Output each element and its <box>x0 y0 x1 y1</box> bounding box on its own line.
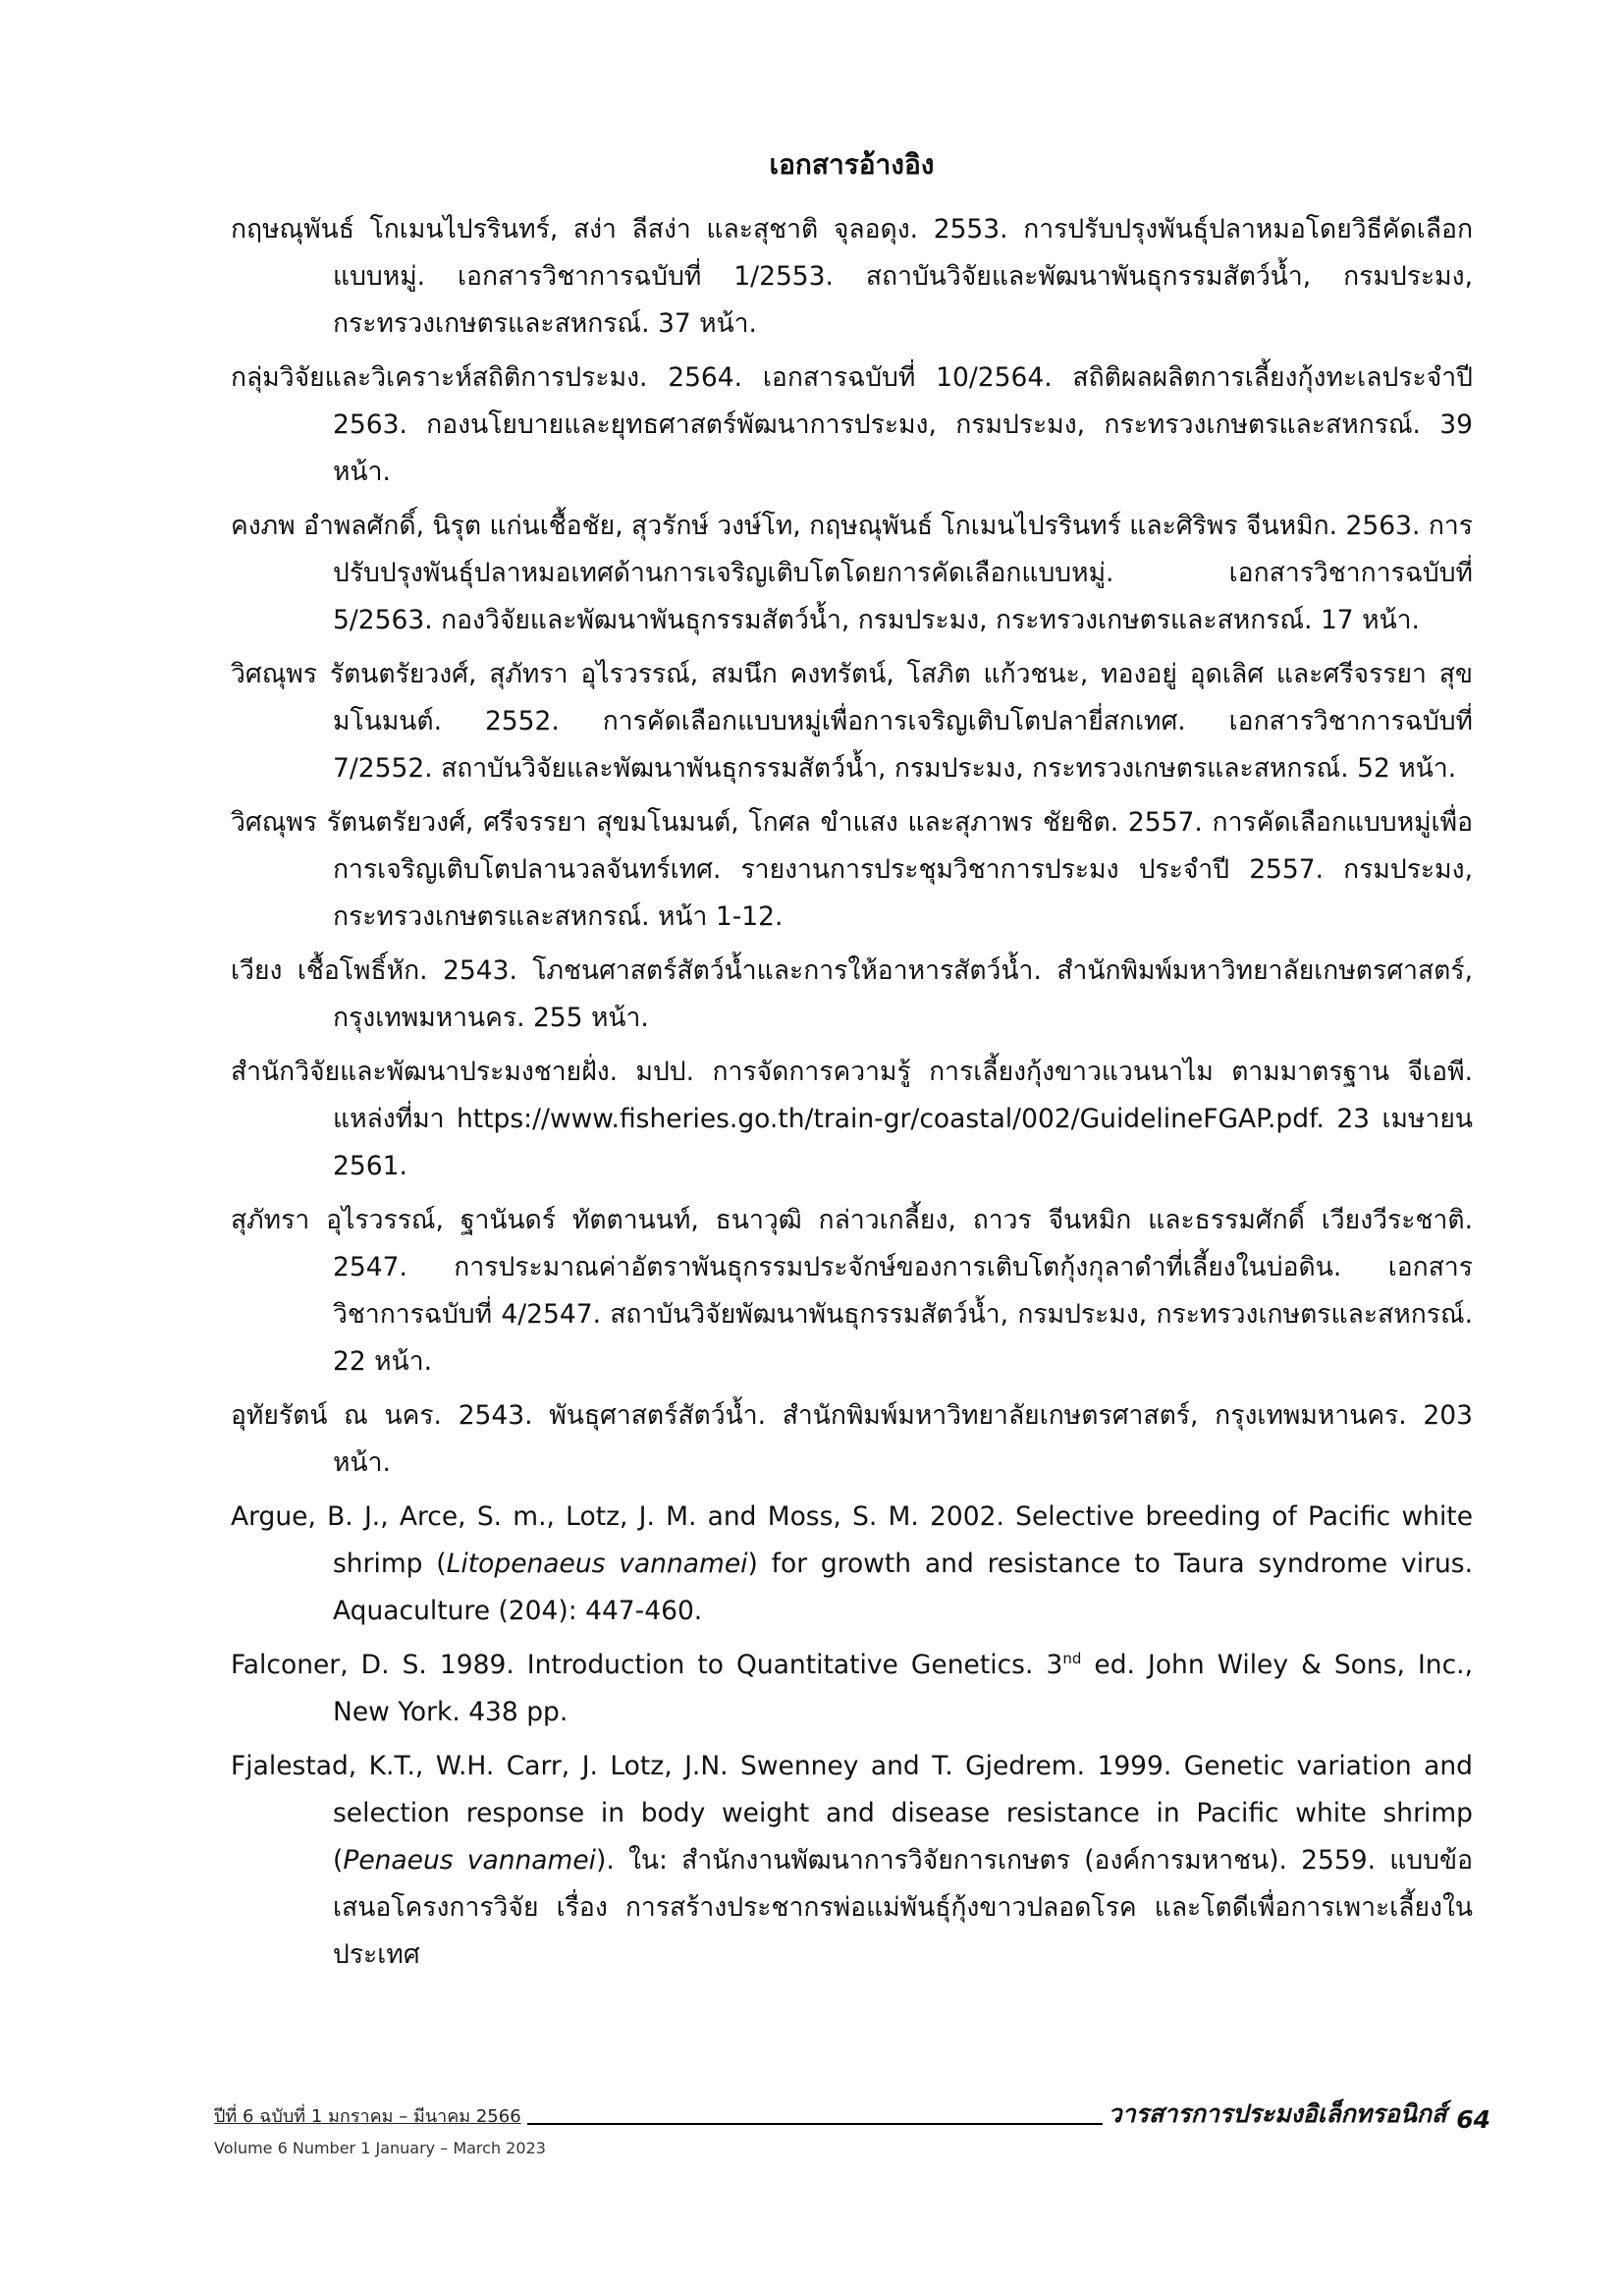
footer-divider <box>527 2123 1103 2125</box>
reference-entry: Falconer, D. S. 1989. Introduction to Quantitative Genetics. 3nd ed. John Wiley & Sons, Inc., New York. 438 pp. <box>231 1650 1473 1728</box>
reference-entry: วิศณุพร รัตนตรัยวงศ์, สุภัทรา อุไรวรรณ์, สมนึก คงทรัตน์, โสภิต แก้วชนะ, ทองอยู่ อุดเลิศ และศรีจรรยา สุขมโนมนต์. 2552. การคัดเลือกแบบหมู่เพื่อการเจริญเติบโตปลายี่สกเทศ. เอกสารวิชาการฉบับที่ 7/2552. สถาบันวิจัยและพัฒนาพันธุกรรมสัตว์น้ำ, กรมประมง, กระทรวงเกษตรและสหกรณ์. 52 หน้า. <box>231 659 1473 785</box>
reference-entry: กลุ่มวิจัยและวิเคราะห์สถิติการประมง. 2564. เอกสารฉบับที่ 10/2564. สถิติผลผลิตการเลี้ยงกุ้งทะเลประจำปี 2563. กองนโยบายและยุทธศาสตร์พัฒนาการประมง, กรมประมง, กระทรวงเกษตรและสหกรณ์. 39 หน้า. <box>231 362 1473 488</box>
reference-list <box>231 206 1473 1979</box>
issue-english: Volume 6 Number 1 January – March 2023 <box>214 2139 546 2157</box>
reference-entry: Fjalestad, K.T., W.H. Carr, J. Lotz, J.N. Swenney and T. Gjedrem. 1999. Genetic variation and selection response in body weight and disease resistance in Pacific white shrimp (Penaeus vannamei). ใน: สำนักงานพัฒนาการวิจัยการเกษตร (องค์การมหาชน). 2559. แบบข้อเสนอโครงการวิจัย เรื่อง การสร้างประชากรพ่อแม่พันธุ์กุ้งขาวปลอดโรค และโตดีเพื่อการเพาะเลี้ยงในประเทศ <box>231 1751 1473 1971</box>
reference-entry: เวียง เชื้อโพธิ์หัก. 2543. โภชนศาสตร์สัตว์น้ำและการให้อาหารสัตว์น้ำ. สำนักพิมพ์มหาวิทยาลัยเกษตรศาสตร์, กรุงเทพมหานคร. 255 หน้า. <box>231 955 1473 1034</box>
species-name: Penaeus vannamei <box>343 1845 597 1877</box>
reference-entry: วิศณุพร รัตนตรัยวงศ์, ศรีจรรยา สุขมโนมนต์, โกศล ขำแสง และสุภาพร ชัยชิต. 2557. การคัดเลือกแบบหมู่เพื่อการเจริญเติบโตปลานวลจันทร์เทศ. รายงานการประชุมวิชาการประมง ประจำปี 2557. กรมประมง, กระทรวงเกษตรและสหกรณ์. หน้า 1-12. <box>231 807 1473 933</box>
page-number: 64 <box>1456 2105 1490 2134</box>
reference-entry: คงภพ อำพลศักดิ์, นิรุต แก่นเชื้อชัย, สุวรักษ์ วงษ์โท, กฤษณุพันธ์ โกเมนไปรรินทร์ และศิริพร จีนหมิก. 2563. การปรับปรุงพันธุ์ปลาหมอเทศด้านการเจริญเติบโตโดยการคัดเลือกแบบหมู่. เอกสารวิชาการฉบับที่ 5/2563. กองวิจัยและพัฒนาพันธุกรรมสัตว์น้ำ, กรมประมง, กระทรวงเกษตรและสหกรณ์. 17 หน้า. <box>231 511 1473 636</box>
ordinal-superscript: nd <box>1062 1650 1082 1668</box>
reference-entry: Argue, B. J., Arce, S. m., Lotz, J. M. and Moss, S. M. 2002. Selective breeding of Pacific white shrimp (Litopenaeus vannamei) for growth and resistance to Taura syndrome virus. Aquaculture (204): 447-460. <box>231 1501 1474 1627</box>
journal-title: วารสารการประมงอิเล็กทรอนิกส์ <box>1108 2099 1447 2128</box>
reference-entry: สุภัทรา อุไรวรรณ์, ฐานันดร์ ทัตตานนท์, ธนาวุฒิ กล่าวเกลี้ยง, ถาวร จีนหมิก และธรรมศักดิ์ เวียงวีระชาติ. 2547. การประมาณค่าอัตราพันธุกรรมประจักษ์ของการเติบโตกุ้งกุลาดำที่เลี้ยงในบ่อดิน. เอกสารวิชาการฉบับที่ 4/2547. สถาบันวิจัยพัฒนาพันธุกรรมสัตว์น้ำ, กรมประมง, กระทรวงเกษตรและสหกรณ์. 22 หน้า. <box>231 1205 1473 1378</box>
reference-entry: กฤษณุพันธ์ โกเมนไปรรินทร์, สง่า ลีสง่า และสุชาติ จุลอดุง. 2553. การปรับปรุงพันธุ์ปลาหมอโดยวิธีคัดเลือกแบบหมู่. เอกสารวิชาการฉบับที่ 1/2553. สถาบันวิจัยและพัฒนาพันธุกรรมสัตว์น้ำ, กรมประมง, กระทรวงเกษตรและสหกรณ์. 37 หน้า. <box>231 214 1473 340</box>
page-footer <box>214 2095 1490 2157</box>
references-page <box>231 147 1473 1986</box>
reference-entry: อุทัยรัตน์ ณ นคร. 2543. พันธุศาสตร์สัตว์น้ำ. สำนักพิมพ์มหาวิทยาลัยเกษตรศาสตร์, กรุงเทพมหานคร. 203 หน้า. <box>231 1400 1473 1479</box>
species-name: Litopenaeus vannamei <box>446 1549 748 1580</box>
references-heading: เอกสารอ้างอิง <box>769 148 935 181</box>
reference-entry: สำนักวิจัยและพัฒนาประมงชายฝั่ง. มปป. การจัดการความรู้ การเลี้ยงกุ้งขาวแวนนาไม ตามมาตรฐาน จีเอพี. แหล่งที่มา https://www.fisheries.go.th/train-gr/coastal/002/GuidelineFGAP.pdf. 23 เมษายน 2561. <box>231 1057 1473 1182</box>
issue-thai: ปีที่ 6 ฉบับที่ 1 มกราคม – มีนาคม 2566 <box>214 2106 521 2127</box>
